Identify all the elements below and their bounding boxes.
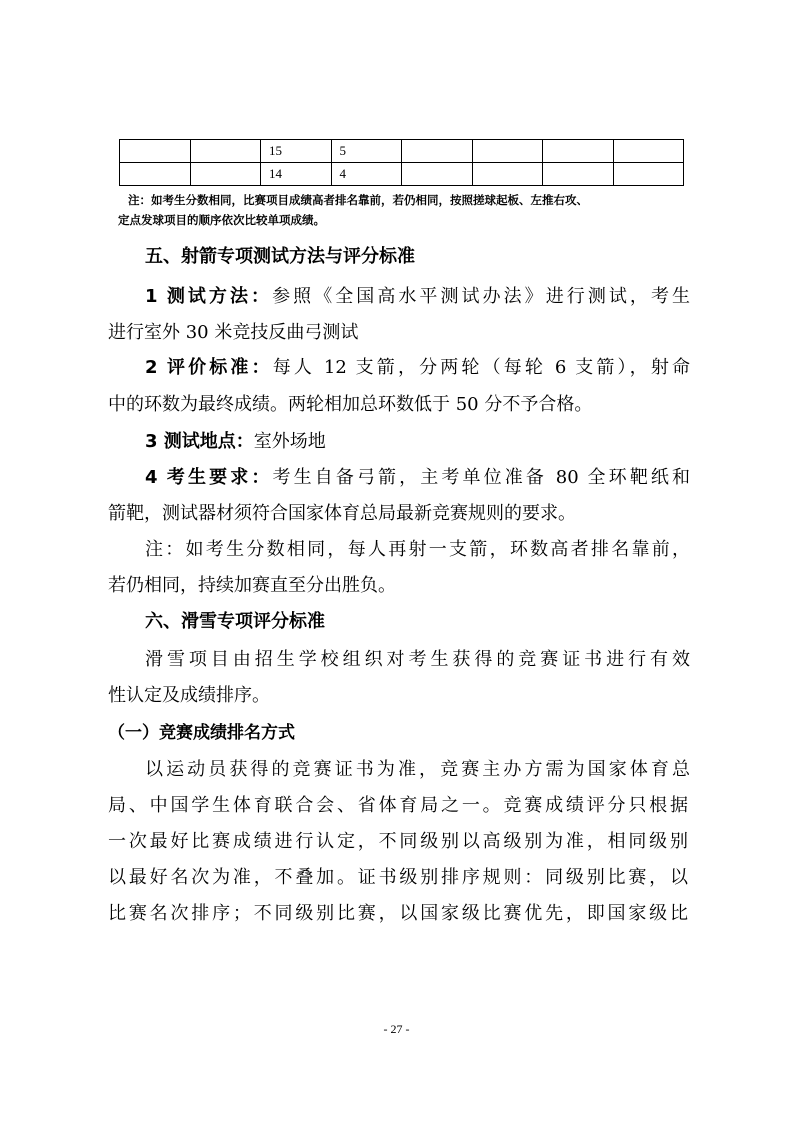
item-2-line bbox=[145, 353, 690, 383]
table-cell bbox=[190, 163, 261, 186]
table-cell bbox=[543, 163, 614, 186]
section-5-title: 五、射箭专项测试方法与评分标准 bbox=[145, 246, 415, 267]
ranking-paragraph: 以运动员获得的竞赛证书为准，竞赛主办方需为国家体育总 bbox=[145, 759, 690, 780]
table-note-line: 定点发球项目的顺序依次比较单项成绩。 bbox=[118, 213, 325, 227]
archery-note-cont: 若仍相同，持续加赛直至分出胜负。 bbox=[108, 575, 396, 596]
item-2-text: 每人 12 支箭，分两轮（每轮 6 支箭），射命 bbox=[272, 357, 690, 378]
subsection-title: （一）竞赛成绩排名方式 bbox=[108, 723, 295, 743]
item-2-label: 2 评价标准： bbox=[145, 357, 273, 378]
table-cell bbox=[402, 140, 473, 163]
ranking-paragraph: 一次最好比赛成绩进行认定，不同级别以高级别为准，相同级别 bbox=[108, 831, 688, 852]
item-3-line bbox=[145, 427, 690, 457]
item-4-cont: 箭靶，测试器材须符合国家体育总局最新竞赛规则的要求。 bbox=[108, 503, 576, 524]
item-4-line bbox=[145, 463, 690, 493]
table-cell bbox=[402, 163, 473, 186]
item-4-text: 考生自备弓箭，主考单位准备 80 全环靶纸和 bbox=[272, 467, 690, 488]
ranking-paragraph: 局、中国学生体育联合会、省体育局之一。竞赛成绩评分只根据 bbox=[108, 795, 688, 816]
item-3-text: 室外场地 bbox=[253, 431, 326, 452]
table-cell bbox=[472, 163, 543, 186]
archery-note: 注：如考生分数相同，每人再射一支箭，环数高者排名靠前， bbox=[145, 539, 690, 560]
table-cell bbox=[472, 140, 543, 163]
table-note-line: 注：如考生分数相同，比赛项目成绩高者排名靠前，若仍相同，按照搓球起板、左推右攻、 bbox=[128, 193, 588, 207]
table-cell bbox=[613, 140, 684, 163]
item-3-label: 3 测试地点： bbox=[145, 431, 254, 452]
ski-intro: 滑雪项目由招生学校组织对考生获得的竞赛证书进行有效 bbox=[145, 649, 690, 670]
table-cell bbox=[190, 140, 261, 163]
section-6-title: 六、滑雪专项评分标准 bbox=[145, 611, 325, 632]
table-cell: 15 bbox=[261, 140, 332, 163]
table-cell: 5 bbox=[331, 140, 402, 163]
item-1-text: 参照《全国高水平测试办法》进行测试，考生 bbox=[272, 286, 691, 307]
item-1-line bbox=[145, 282, 690, 312]
table-cell: 14 bbox=[261, 163, 332, 186]
table-row bbox=[120, 140, 684, 163]
item-2-cont: 中的环数为最终成绩。两轮相加总环数低于 50 分不予合格。 bbox=[108, 394, 593, 415]
item-1-cont: 进行室外 30 米竞技反曲弓测试 bbox=[108, 322, 359, 343]
score-table bbox=[119, 139, 684, 186]
table-cell: 4 bbox=[331, 163, 402, 186]
item-4-label: 4 考生要求： bbox=[145, 467, 273, 488]
table-note bbox=[118, 190, 688, 230]
table-row bbox=[120, 163, 684, 186]
ski-intro-cont: 性认定及成绩排序。 bbox=[108, 685, 270, 706]
table-cell bbox=[120, 163, 191, 186]
ranking-paragraph: 以最好名次为准，不叠加。证书级别排序规则：同级别比赛，以 bbox=[108, 867, 688, 888]
table-cell bbox=[120, 140, 191, 163]
item-1-label: 1 测试方法： bbox=[145, 286, 273, 307]
ranking-paragraph: 比赛名次排序；不同级别比赛，以国家级比赛优先，即国家级比 bbox=[108, 903, 688, 924]
table-cell bbox=[543, 140, 614, 163]
page-number: - 27 - bbox=[383, 1022, 410, 1036]
table-cell bbox=[613, 163, 684, 186]
